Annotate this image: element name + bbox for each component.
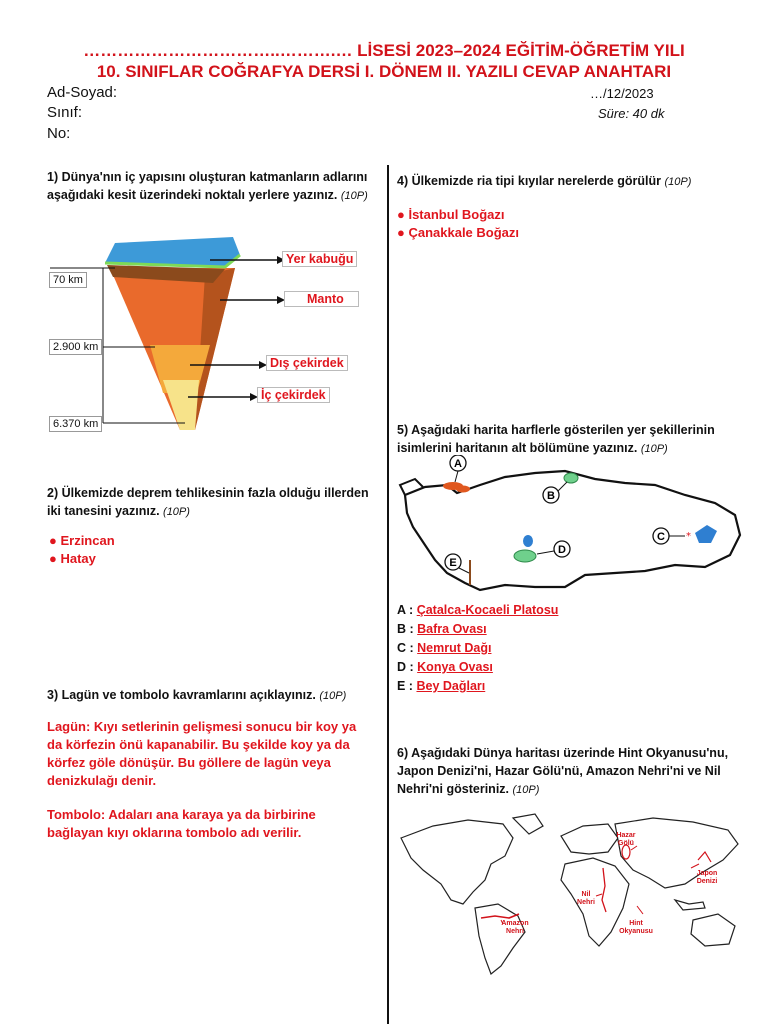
answer-e: E : Bey Dağları [397,679,486,693]
label-hint: Hint Okyanusu [619,920,653,935]
question-2-text: 2) Ülkemizde deprem tehlikesinin fazla olduğu illerden iki tanesini yazınız. [47,486,369,518]
marker-c: C [657,531,665,543]
marker-e: E [449,557,457,569]
question-4-text: 4) Ülkemizde ria tipi kıyılar nerelerde görülür [397,174,661,188]
question-6-points: (10P) [512,784,540,796]
name-label: Ad-Soyad: [47,84,118,101]
title-line-1: ……………………………..……….… LİSESİ 2023–2024 EĞİTİM-ÖĞRETİM YILI [83,41,685,60]
class-label: Sınıf: [47,104,83,121]
duration-text: Süre: 40 dk [598,106,665,121]
question-2-points: (10P) [163,506,190,518]
marker-a: A [454,458,462,470]
world-map [393,808,745,978]
marker-d: D [558,544,566,556]
answer-q4-1: ● İstanbul Boğazı [397,207,505,222]
question-1-text: 1) Dünya'nın iç yapısını oluşturan katmanların adlarını aşağıdaki kesit üzerindeki noktalı yerlere yazınız. [47,170,368,202]
no-label: No: [47,125,71,142]
question-5-text: 5) Aşağıdaki harita harflerle gösterilen yer şekillerinin isimlerini haritanın alt bölümüne yazınız. [397,423,715,455]
answer-a: A : Çatalca-Kocaeli Platosu [397,603,559,617]
depth-70km: 70 km [49,272,87,288]
answer-q2-2: ● Hatay [49,551,96,566]
question-5-points: (10P) [640,443,668,455]
label-amazon: Amazon Nehri [501,920,529,935]
marker-b: B [547,490,555,502]
turkey-map [395,455,745,600]
region-d [514,550,536,562]
column-divider [387,165,389,1024]
question-6-text: 6) Aşağıdaki Dünya haritası üzerinde Hint Okyanusu'nu, Japon Denizi'ni, Hazar Gölü'nü, Amazon Nehri'ni ve Nil Nehri'ni gösteriniz. [397,746,729,796]
region-lake [523,535,533,547]
svg-text:*: * [686,531,691,542]
question-3-text: 3) Lagün ve tombolo kavramlarını açıklayınız. [47,688,316,702]
depth-6370km: 6.370 km [49,416,102,432]
question-2 [47,484,372,521]
answer-outer-core: Dış çekirdek [266,355,348,371]
answer-d: D : Konya Ovası [397,660,493,674]
title-line-2: 10. SINIFLAR COĞRAFYA DERSİ I. DÖNEM II. YAZILI CEVAP ANAHTARI [96,62,672,81]
answer-b: B : Bafra Ovası [397,622,487,636]
answer-q4-2: ● Çanakkale Boğazı [397,225,520,240]
answer-inner-core: İç çekirdek [257,387,330,403]
label-hazar: Hazar Gölü [616,832,636,847]
answer-c: C : Nemrut Dağı [397,641,492,655]
question-6 [397,744,747,799]
q5-answers [397,601,558,696]
date-field: …/12/2023 [590,86,654,101]
question-4 [397,172,742,191]
question-1 [47,168,372,205]
depth-2900km: 2.900 km [49,339,102,355]
label-nil: Nil Nehri [577,891,595,906]
answer-crust: Yer kabuğu [282,251,357,267]
region-b [564,473,578,483]
question-1-points: (10P) [340,190,368,202]
question-3 [47,686,372,705]
answer-tombolo: Tombolo: Adaları ana karaya ya da birbirine bağlayan kıyı oklarına tombolo adı verilir. [47,807,316,840]
question-5 [397,421,742,458]
answer-mantle: Manto [284,291,359,307]
question-4-points: (10P) [664,176,692,188]
question-3-points: (10P) [319,690,347,702]
label-japon: Japon Denizi [696,870,718,885]
answer-q2-1: ● Erzincan [49,533,115,548]
answer-lagun: Lagün: Kıyı setlerinin gelişmesi sonucu bir koy ya da körfezin önü kapanabilir. Bu şekilde koy ya da körfez göle dönüşür. Bu göllere de lagün veya denizkulağı denir. [47,719,357,788]
